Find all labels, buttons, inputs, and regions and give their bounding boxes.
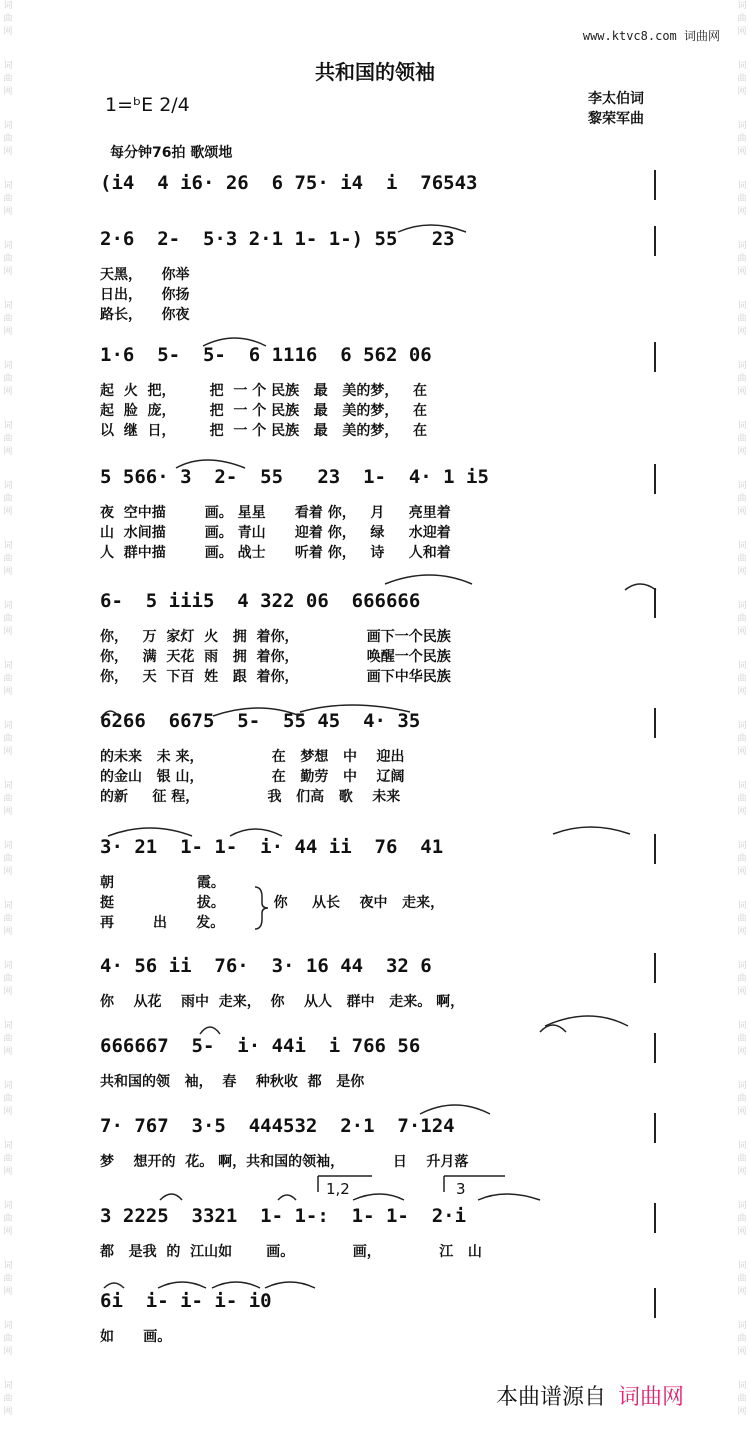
footer-text: 本曲谱源自 <box>496 1385 607 1410</box>
watermark-text: 词 曲 网 <box>3 901 13 937</box>
watermark-text: 词 曲 网 <box>3 181 13 217</box>
watermark-text: 词 曲 网 <box>3 541 13 577</box>
watermark-text: 词 曲 网 <box>3 361 13 397</box>
watermark-text: 词 曲 网 <box>737 661 747 697</box>
watermark-text: 词 曲 网 <box>3 781 13 817</box>
watermark-text: 词 曲 网 <box>3 721 13 757</box>
lyric-line: 天黑， 你举 <box>100 267 190 283</box>
notation-row: 3· 21 1- 1- i· 44 ii 76 41 <box>100 836 444 858</box>
watermark-text: 词 曲 网 <box>3 1 13 37</box>
page-title: 共和国的领袖 <box>315 60 435 84</box>
watermark-text: 词 曲 网 <box>737 901 747 937</box>
notation-row: 2·6 2- 5·3 2·1 1- 1-) 55 23 <box>100 228 455 250</box>
watermark-text: 词 曲 网 <box>737 1 747 37</box>
watermark-text: 词 曲 网 <box>3 1021 13 1057</box>
watermark-text: 词 曲 网 <box>3 1081 13 1117</box>
watermark-text: 词 曲 网 <box>737 1141 747 1177</box>
watermark-text: 词 曲 网 <box>737 181 747 217</box>
watermark-text: 词 曲 网 <box>3 1201 13 1237</box>
watermark-text: 词 曲 网 <box>3 481 13 517</box>
lyric-line: 你， 万 家灯 火 拥 着你， 画下一个民族 <box>100 629 451 645</box>
notation-row: 5 566· 3 2- 55 23 1- 4· 1 i5 <box>100 466 489 488</box>
watermark-text: 词 曲 网 <box>3 601 13 637</box>
key-signature: 1=ᵇE 2/4 <box>105 94 190 116</box>
lyric-line: 再 出 发。 <box>100 915 225 931</box>
notation-row: 6266 6675 5- 55 45 4· 35 <box>100 710 421 732</box>
lyric-line: 你， 天 下百 姓 跟 着你， 画下中华民族 <box>100 669 451 685</box>
watermark-text: 词 曲 网 <box>737 1081 747 1117</box>
watermark-text: 词 曲 网 <box>737 301 747 337</box>
notation-row: 6i i- i- i- i0 <box>100 1290 272 1312</box>
watermark-text: 词 曲 网 <box>737 1381 747 1417</box>
lyric-line: 共和国的领 袖， 春 种秋收 都 是你 <box>100 1074 365 1090</box>
watermark-text: 词 曲 网 <box>3 121 13 157</box>
lyric-line: 你， 满 天花 雨 拥 着你， 唤醒一个民族 <box>100 649 451 665</box>
watermark-text: 词 曲 网 <box>737 421 747 457</box>
watermark-text: 词 曲 网 <box>3 1381 13 1417</box>
composer: 黎荣军曲 <box>588 111 644 127</box>
lyric-line: 都 是我 的 江山如 画。 画， 江 山 <box>100 1244 482 1260</box>
lyric-line: 夜 空中描 画。 星星 看着 你， 月 亮里着 <box>100 505 451 521</box>
watermark-text: 词 曲 网 <box>737 61 747 97</box>
watermark-text: 词 曲 网 <box>737 361 747 397</box>
lyric-line: 梦 想开的 花。 啊，共和国的领袖， 日 升月落 <box>100 1154 469 1170</box>
watermark-text: 词 曲 网 <box>737 1261 747 1297</box>
watermark-text: 词 曲 网 <box>737 1201 747 1237</box>
watermark-text: 词 曲 网 <box>737 1021 747 1057</box>
watermark-text: 词 曲 网 <box>3 241 13 277</box>
lyric-line: 日出， 你扬 <box>100 287 190 303</box>
lyricist: 李太伯词 <box>588 91 644 107</box>
watermark-text: 词 曲 网 <box>3 961 13 997</box>
watermark-text: 词 曲 网 <box>737 781 747 817</box>
watermark-text: 词 曲 网 <box>737 961 747 997</box>
watermark-text: 词 曲 网 <box>3 301 13 337</box>
watermark-text: 词 曲 网 <box>3 841 13 877</box>
watermark-text: 词 曲 网 <box>737 241 747 277</box>
watermark-text: 词 曲 网 <box>3 1321 13 1357</box>
watermark-text: 词 曲 网 <box>737 841 747 877</box>
lyric-line: 挺 拔。 你 从长 夜中 走来， <box>100 895 445 911</box>
notation-row: 3 2225 3321 1- 1-: 1- 1- 2·i <box>100 1205 467 1227</box>
lyric-line: 的金山 银 山， 在 勤劳 中 辽阔 <box>100 769 405 785</box>
watermark-text: 词 曲 网 <box>737 1321 747 1357</box>
watermark-text: 词 曲 网 <box>3 1141 13 1177</box>
lyric-line: 山 水间描 画。 青山 迎着 你， 绿 水迎着 <box>100 525 451 541</box>
lyric-line: 路长， 你夜 <box>100 307 190 323</box>
volta-2-label: 3 <box>456 1180 466 1198</box>
lyric-line: 起 火 把， 把 一 个 民族 最 美的梦， 在 <box>100 383 427 399</box>
notation-row: 666667 5- i· 44i i 766 56 <box>100 1035 421 1057</box>
watermark-text: 词 曲 网 <box>3 421 13 457</box>
lyric-line: 以 继 日， 把 一 个 民族 最 美的梦， 在 <box>100 423 427 439</box>
lyric-line: 如 画。 <box>100 1329 172 1345</box>
site-url[interactable]: www.ktvc8.com 词曲网 <box>582 29 720 43</box>
lyric-line: 的未来 未 来， 在 梦想 中 迎出 <box>100 749 405 765</box>
lyric-line: 朝 霞。 <box>100 875 225 891</box>
notation-row: 7· 767 3·5 444532 2·1 7·124 <box>100 1115 455 1137</box>
footer-brand[interactable]: 词曲网 <box>618 1385 685 1410</box>
notation-row: 1·6 5- 5- 6 1116 6 562 06 <box>100 344 432 366</box>
watermark-text: 词 曲 网 <box>737 721 747 757</box>
watermark-text: 词 曲 网 <box>737 541 747 577</box>
notation-row: 4· 56 ii 76· 3· 16 44 32 6 <box>100 955 432 977</box>
notation-row: (i4 4 i6· 26 6 75· i4 i 76543 <box>100 172 478 194</box>
watermark-text: 词 曲 网 <box>737 601 747 637</box>
lyric-line: 你 从花 雨中 走来， 你 从人 群中 走来。 啊， <box>100 994 465 1010</box>
watermark-text: 词 曲 网 <box>3 1261 13 1297</box>
watermark-text: 词 曲 网 <box>737 481 747 517</box>
notation-row: 6- 5 iii5 4 322 06 666666 <box>100 590 421 612</box>
watermark-text: 词 曲 网 <box>3 661 13 697</box>
source-footer <box>496 1380 684 1411</box>
tempo-marking: 每分钟76拍 歌颂地 <box>110 145 233 161</box>
lyric-line: 人 群中描 画。 战士 听着 你， 诗 人和着 <box>100 545 451 561</box>
lyric-line: 的新 征 程， 我 们高 歌 未来 <box>100 789 401 805</box>
lyric-line: 起 脸 庞， 把 一 个 民族 最 美的梦， 在 <box>100 403 427 419</box>
watermark-text: 词 曲 网 <box>3 61 13 97</box>
watermark-text: 词 曲 网 <box>737 121 747 157</box>
volta-1-label: 1,2 <box>326 1180 350 1198</box>
